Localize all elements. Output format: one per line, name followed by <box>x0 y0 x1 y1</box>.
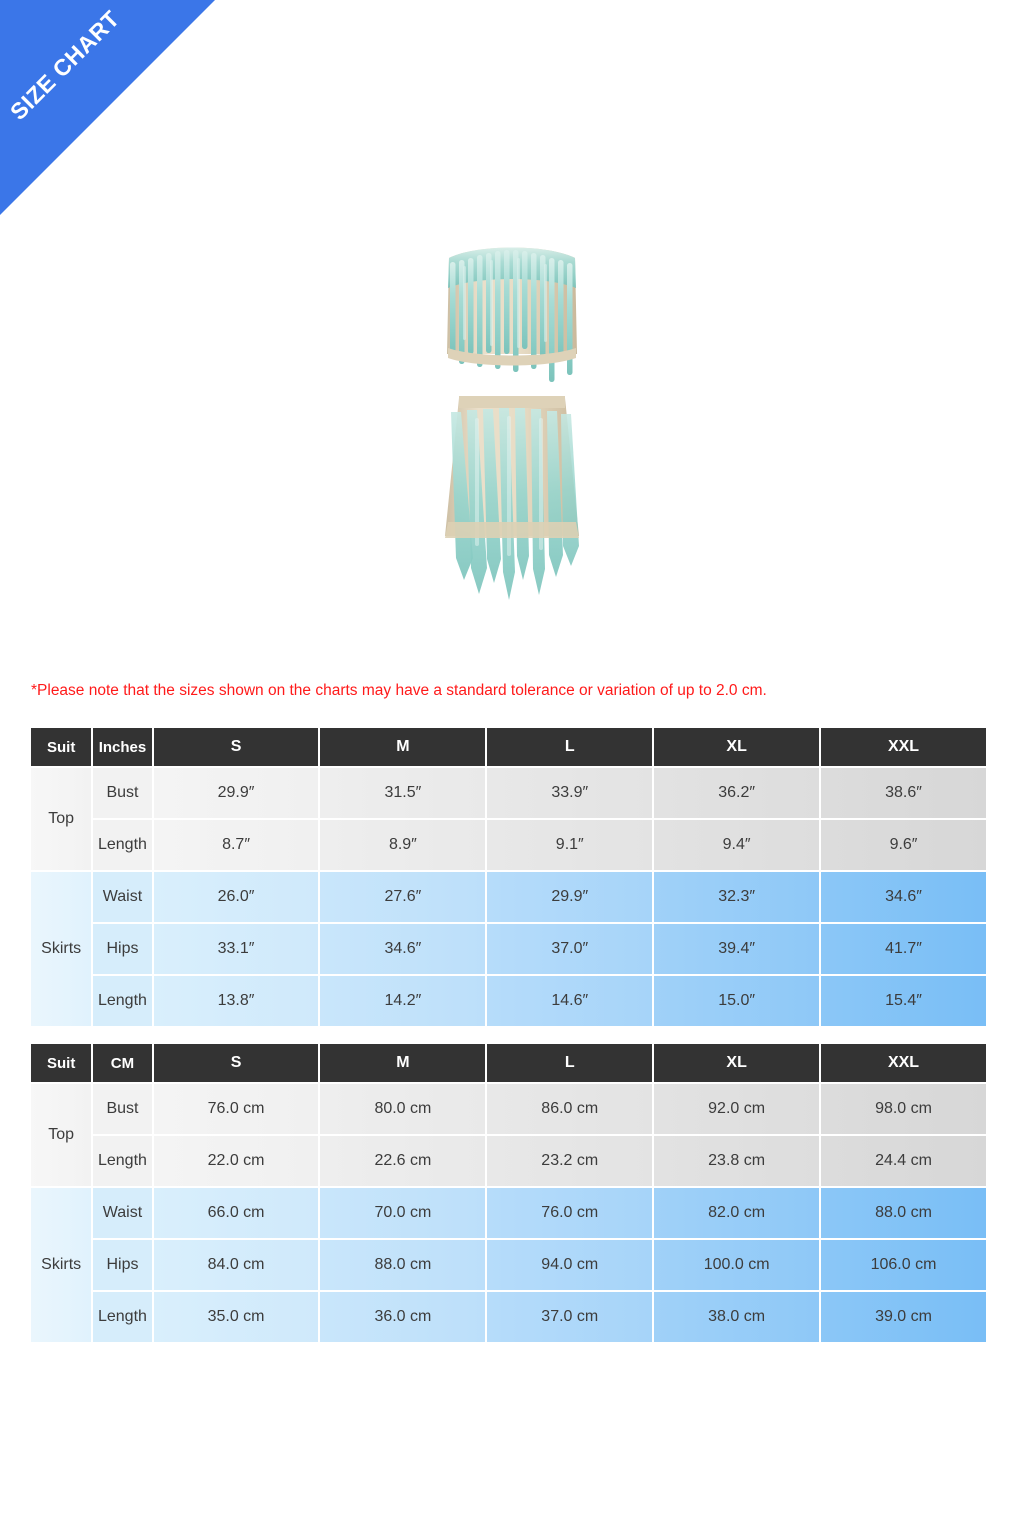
cell-value: 36.0 cm <box>320 1292 485 1342</box>
header-size-xxl: XXL <box>821 1044 986 1082</box>
cell-value: 13.8″ <box>154 976 319 1026</box>
group-label-top: Top <box>31 768 91 870</box>
cell-value: 37.0 cm <box>487 1292 652 1342</box>
cell-value: 70.0 cm <box>320 1188 485 1238</box>
garment-svg <box>417 236 607 606</box>
header-suit: Suit <box>31 728 91 766</box>
header-size-m: M <box>320 728 485 766</box>
size-table-cm <box>29 1042 988 1344</box>
header-unit: Inches <box>93 728 151 766</box>
cell-value: 9.4″ <box>654 820 819 870</box>
measure-label: Hips <box>93 924 151 974</box>
cell-value: 29.9″ <box>487 872 652 922</box>
cell-value: 9.6″ <box>821 820 986 870</box>
header-size-m: M <box>320 1044 485 1082</box>
measure-label: Length <box>93 976 151 1026</box>
table-row <box>31 1136 986 1186</box>
table-header-row <box>31 728 986 766</box>
cell-value: 88.0 cm <box>320 1240 485 1290</box>
header-size-xxl: XXL <box>821 728 986 766</box>
cell-value: 23.2 cm <box>487 1136 652 1186</box>
size-chart-ribbon <box>0 0 215 215</box>
table-row <box>31 1084 986 1134</box>
header-size-xl: XL <box>654 1044 819 1082</box>
size-table-inches <box>29 726 988 1028</box>
cell-value: 38.0 cm <box>654 1292 819 1342</box>
header-size-xl: XL <box>654 728 819 766</box>
table-row <box>31 1240 986 1290</box>
measure-label: Length <box>93 1292 151 1342</box>
cell-value: 106.0 cm <box>821 1240 986 1290</box>
cell-value: 26.0″ <box>154 872 319 922</box>
table-row <box>31 924 986 974</box>
group-label-skirts: Skirts <box>31 1188 91 1342</box>
cell-value: 24.4 cm <box>821 1136 986 1186</box>
product-image-area <box>0 236 1024 616</box>
cell-value: 36.2″ <box>654 768 819 818</box>
measure-label: Length <box>93 820 151 870</box>
cell-value: 14.2″ <box>320 976 485 1026</box>
cell-value: 98.0 cm <box>821 1084 986 1134</box>
fringe-skirt-graphic <box>445 396 579 600</box>
measure-label: Waist <box>93 1188 151 1238</box>
cell-value: 23.8 cm <box>654 1136 819 1186</box>
ribbon-label: SIZE CHART <box>4 5 125 125</box>
cell-value: 8.9″ <box>320 820 485 870</box>
cell-value: 100.0 cm <box>654 1240 819 1290</box>
cell-value: 34.6″ <box>320 924 485 974</box>
cell-value: 14.6″ <box>487 976 652 1026</box>
cell-value: 92.0 cm <box>654 1084 819 1134</box>
cell-value: 35.0 cm <box>154 1292 319 1342</box>
cell-value: 29.9″ <box>154 768 319 818</box>
ribbon-triangle <box>0 0 215 215</box>
cell-value: 86.0 cm <box>487 1084 652 1134</box>
cell-value: 15.0″ <box>654 976 819 1026</box>
cell-value: 32.3″ <box>654 872 819 922</box>
table-row <box>31 768 986 818</box>
measure-label: Hips <box>93 1240 151 1290</box>
cell-value: 94.0 cm <box>487 1240 652 1290</box>
measure-label: Bust <box>93 1084 151 1134</box>
header-size-s: S <box>154 1044 319 1082</box>
cell-value: 84.0 cm <box>154 1240 319 1290</box>
cell-value: 76.0 cm <box>154 1084 319 1134</box>
cell-value: 39.4″ <box>654 924 819 974</box>
cell-value: 15.4″ <box>821 976 986 1026</box>
table-row <box>31 872 986 922</box>
cell-value: 27.6″ <box>320 872 485 922</box>
product-garment-illustration <box>417 236 607 606</box>
cell-value: 80.0 cm <box>320 1084 485 1134</box>
cell-value: 33.9″ <box>487 768 652 818</box>
crop-top-graphic <box>447 248 577 383</box>
cell-value: 66.0 cm <box>154 1188 319 1238</box>
tolerance-note: *Please note that the sizes shown on the charts may have a standard tolerance or variation of up to 2.0 cm. <box>31 682 767 699</box>
cell-value: 22.6 cm <box>320 1136 485 1186</box>
cell-value: 37.0″ <box>487 924 652 974</box>
cell-value: 33.1″ <box>154 924 319 974</box>
table-row <box>31 976 986 1026</box>
group-label-top: Top <box>31 1084 91 1186</box>
table-header-row <box>31 1044 986 1082</box>
cell-value: 9.1″ <box>487 820 652 870</box>
table-row <box>31 820 986 870</box>
header-suit: Suit <box>31 1044 91 1082</box>
cell-value: 22.0 cm <box>154 1136 319 1186</box>
table-row <box>31 1292 986 1342</box>
cell-value: 38.6″ <box>821 768 986 818</box>
header-size-l: L <box>487 1044 652 1082</box>
cell-value: 31.5″ <box>320 768 485 818</box>
header-size-l: L <box>487 728 652 766</box>
cell-value: 88.0 cm <box>821 1188 986 1238</box>
measure-label: Waist <box>93 872 151 922</box>
cell-value: 8.7″ <box>154 820 319 870</box>
cell-value: 39.0 cm <box>821 1292 986 1342</box>
cell-value: 41.7″ <box>821 924 986 974</box>
group-label-skirts: Skirts <box>31 872 91 1026</box>
measure-label: Bust <box>93 768 151 818</box>
measure-label: Length <box>93 1136 151 1186</box>
table-row <box>31 1188 986 1238</box>
cell-value: 34.6″ <box>821 872 986 922</box>
header-size-s: S <box>154 728 319 766</box>
cell-value: 82.0 cm <box>654 1188 819 1238</box>
header-unit: CM <box>93 1044 151 1082</box>
cell-value: 76.0 cm <box>487 1188 652 1238</box>
